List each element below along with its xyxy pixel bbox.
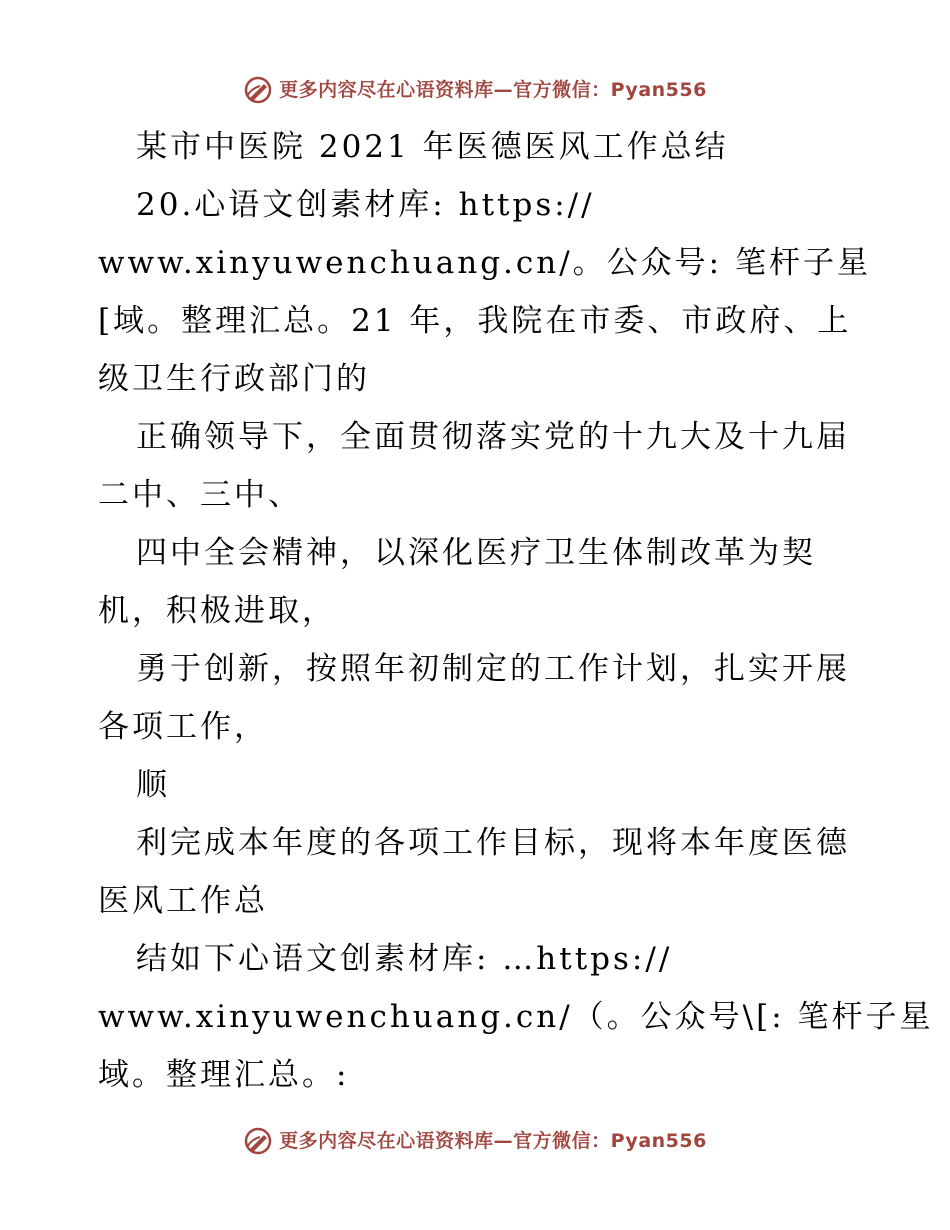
text-line: 结如下心语文创素材库: …https:// [136,941,673,977]
text-line: 级卫生行政部门的 [98,361,370,397]
text-line: www.xinyuwenchuang.cn/。公众号: 笔杆子星 [98,245,871,281]
footer-watermark [0,1126,950,1156]
text-line: 正确领导下，全面贯彻落实党的十九大及十九届 [136,419,850,455]
document-body [98,118,934,1104]
text-line: [域。整理汇总。21 年，我院在市委、市政府、上 [98,303,852,339]
pen-logo-icon [243,1126,273,1156]
watermark-text: 更多内容尽在心语资料库—官方微信：Pyan556 [279,79,707,101]
text-line: www.xinyuwenchuang.cn/（。公众号\[: 笔杆子星 [98,999,934,1035]
text-line: 利完成本年度的各项工作目标，现将本年度医德 [136,825,850,861]
watermark-text: 更多内容尽在心语资料库—官方微信：Pyan556 [279,1130,707,1152]
text-line: 域。整理汇总。: [98,1057,350,1093]
text-line: 四中全会精神，以深化医疗卫生体制改革为契 [136,535,816,571]
text-line: 机，积极进取， [98,593,336,629]
text-line: 勇于创新，按照年初制定的工作计划，扎实开展 [136,651,850,687]
text-line: 医风工作总 [98,883,268,919]
text-line: 二中、三中、 [98,477,302,513]
document-title: 某市中医院 2021 年医德医风工作总结 [136,129,729,165]
text-line: 各项工作， [98,709,268,745]
text-line: 顺 [136,767,170,803]
header-watermark [0,75,950,105]
text-line: 20.心语文创素材库: https:// [136,187,595,223]
pen-logo-icon [243,75,273,105]
